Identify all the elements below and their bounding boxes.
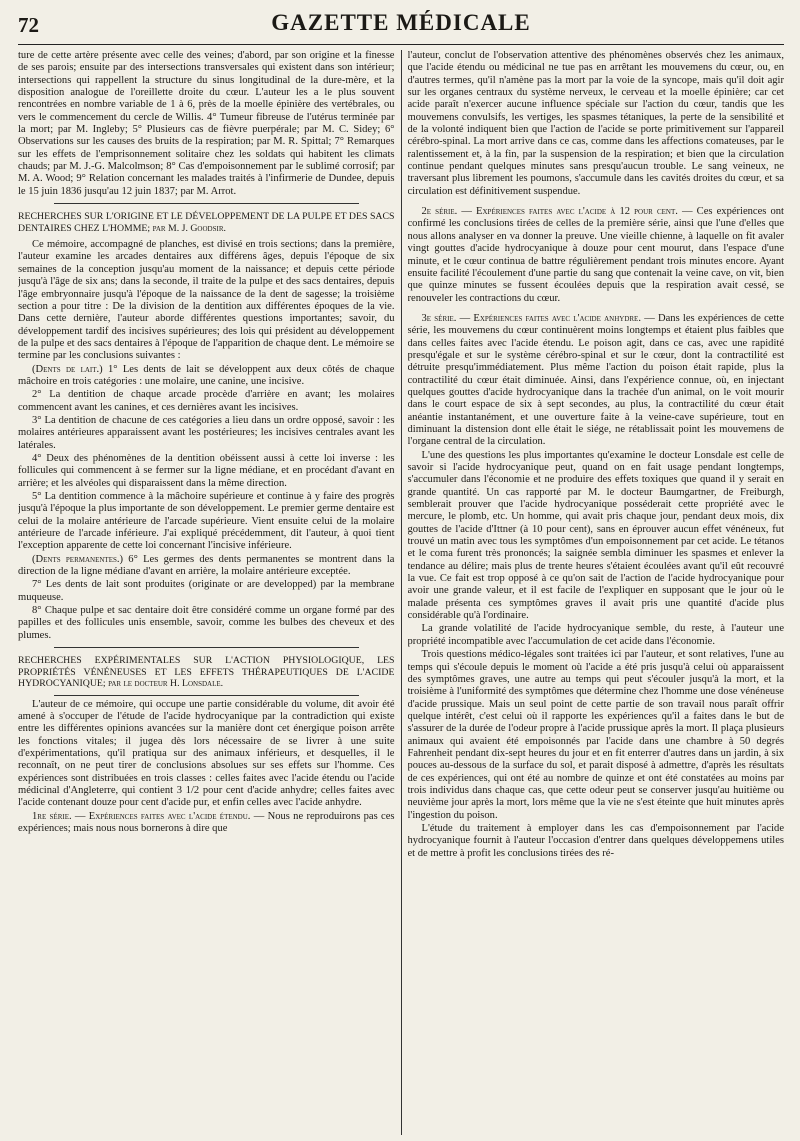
series-label: 2e série. — Expériences faites avec l'acide à 12 pour cent. — [421, 206, 678, 218]
paragraph: Ce mémoire, accompagné de planches, est divisé en trois sections; dans la première, l'auteur examine les arcades dentaires aux différens âges, depuis l'époque de six semaines de la conception jusqu'au moment de la naissance; et depuis cette période jusqu'à l'âge de six ans; dans la seconde, il traite de la pulpe et des sacs dentaires, depuis l'âge embryonnaire jusqu'à l'époque de la naissance de la dent de sagesse; la troisième section a pour titre : De la division de la dentition aux différentes époques de la vie. Dans cette dernière, l'auteur aborde différentes questions importantes; savoir, du développement tardif des incisives supérieures; des lois qui président au développement de la pulpe et des sacs dentaires à l'époque de l'apparition de chaque dent. Le mémoire se termine par les conclusions suivantes : — [18, 239, 395, 362]
paragraph — [408, 313, 785, 449]
paragraph — [18, 364, 395, 389]
paragraph: ture de cette artère présente avec celle des veines; d'abord, par son origine et la finesse de ses parois; ensuite par des intersections transversales qui existent dans son intérieur; intersections qui rappellent la structure du sinus longitudinal de la dure-mère, et la disposition analogue de l'oreillette droite du cœur. L'auteur les a le plus souvent rencontrées en nombre variable de 1 à 6, près de la moelle épinière des vertébrales, ou vers le commencement du cercle de Willis. 4° Tumeur fibreuse de l'utérus terminée par la mort; par M. Ingleby; 5° Plusieurs cas de fièvre puerpérale; par M. C. Sidey; 6° Observations sur les causes des bruits de la respiration; par M. R. Spittal; 7° Remarques sur les effets de l'emprisonnement solitaire chez les soldats qui habitent les climats chauds; par M. J.-G. Malcolmson; 8° Cas d'empoisonnement par le sublimé corrosif; par M. A. Wood; 9° Relation concernant les malades traités à l'infirmerie de Dundee, depuis le 15 juin 1836 jusqu'au 12 juin 1837; par M. Arrot. — [18, 50, 395, 197]
article-heading-goodsir — [18, 211, 395, 234]
paragraph: 4° Deux des phénomènes de la dentition obéissent aussi à cette loi inverse : les follicules qui commencent à se fermer sur la ligne médiane, et en procédant d'avant en arrière; et les alvéoles qui disparaissent dans la même direction. — [18, 452, 395, 489]
heading-title: RECHERCHES EXPÉRIMENTALES SUR L'ACTION PHYSIOLOGIQUE, LES PROPRIÉTÉS VÉNÉNEUSES ET LES EFFETS THÉRAPEUTIQUES DE L'ACIDE HYDROCYANIQUE; — [18, 655, 395, 690]
paragraph: 3° La dentition de chacune de ces catégories a lieu dans un ordre opposé, savoir : les molaires antérieures apparaissent avant les postérieures; les incisives centrales avant les latérales. — [18, 414, 395, 451]
masthead-title: GAZETTE MÉDICALE — [271, 10, 531, 35]
paragraph: 5° La dentition commence à la mâchoire supérieure et continue à y faire des progrès jusqu'à l'époque la plus importante de son développement. Le premier germe dentaire est celui de la molaire antérieure de l'arcade supérieure. Vient ensuite celui de la molaire antérieure de l'arcade inférieure. J'ai expliqué précédemment, dit l'auteur, à quoi tient l'exception apparente de cette loi concernant l'incisive inférieure. — [18, 491, 395, 552]
paragraph: 8° Chaque pulpe et sac dentaire doit être considéré comme un organe formé par des papilles et des follicules unis ensemble, savoir, comme les bulbes des cheveux et des plumes. — [18, 605, 395, 641]
paragraph — [18, 554, 395, 579]
paragraph-text: — Nous ne reproduirons pas ces expériences; mais nous nous bornerons à dire que — [18, 810, 395, 835]
two-column-body — [18, 50, 784, 1135]
paragraph: 7° Les dents de lait sont produites (originate or are developped) par la membrane muqueuse. — [18, 579, 395, 603]
paragraph-text: — Ces expériences ont confirmé les conclusions tirées de celles de la première série, ainsi que l'une d'elles que nous allons analyser en va donner la preuve. Une vieille chienne, à laquelle on fit avaler vingt gouttes d'acide hydrocyanique à douze pour cent mourut, dans l'espace d'une minute, et le cœur continua de battre régulièrement pendant trois minutes encore. Ayant ensuite facilité l'écoulement d'une partie du sang que contenait la veine cave, on vit, bien que quinze minutes se fussent écoulées depuis que la respiration avait cessé, se renouveler les contractions du cœur. — [407, 206, 784, 304]
paragraph — [408, 206, 785, 305]
series-label: 1re série. — Expériences faites avec l'acide étendu. — [32, 810, 251, 822]
paragraph-text: — Dans les expériences de cette série, les mouvemens du cœur continuèrent moins longtemps et étaient plus faibles que dans celles faites avec l'acide étendu. Le poison agit, dans ce cas, avec une rapidité presqu'égale et sur le système cérébro-spinal et sur le cœur, dont la contractilité est détruite presqu'immédiatement. Plus même l'action du poison était rapide, plus la contractilité du cœur était diminuée. Ainsi, dans l'expérience connue, où, en injectant quelques gouttes d'acide hydrocyanique dans la trachée d'un animal, on le voit mourir dans le court espace de six à sept secondes, au plus, la contractilité du cœur était anéantie instantanément, et une ouverture faite à la veine-cave supérieure, tout en diminuant la distension dont elle était le siége, ne rétablissait point les mouvemens de l'organe central de la circulation. — [407, 312, 784, 448]
left-column — [18, 50, 395, 1135]
paragraph: l'auteur, conclut de l'observation attentive des phénomènes observés chez les animaux, que l'acide étendu ou médicinal ne tue pas en arrêtant les mouvemens du cœur, ou, en d'autres termes, qu'il n'amène pas la mort par la voie de la syncope, mais qu'il doit agir sur les organes centraux du système nerveux, le cerveau et la moelle épinière; car cet acide paraît n'exercer aucune influence spéciale sur l'action du cœur, tandis que les mouvemens convulsifs, les vertiges, les spasmes tétaniques, la perte de la sensibilité et de la volonté indiquent bien que l'action de l'acide se porte primitivement sur l'appareil cérébro-spinal. La mort arrive dans ce cas, comme dans les affections comateuses, par le ralentissement et, à la fin, par la suspension de la respiration; et bien que la circulation continue pendant quelques minutes sans presqu'aucun trouble. Le sang veineux, ne traversant plus librement les poumons, s'accumule dans les cavités droites du cœur, et sa circulation est définitivement suspendue. — [407, 50, 784, 197]
heading-author: par M. J. Goodsir. — [152, 222, 226, 234]
section-divider — [54, 695, 359, 696]
series-label: 3e série. — Expériences faites avec l'acide anhydre. — [421, 312, 641, 324]
heading-author: par le docteur H. Lonsdale. — [108, 678, 224, 690]
right-column — [408, 50, 785, 1135]
page-header — [18, 0, 784, 45]
paragraph: 2° La dentition de chaque arcade procède d'arrière en avant; les molaires commencent avant les canines, et ces dernières avant les incisives. — [18, 389, 395, 413]
paragraph-text: 1° Les dents de lait se développent aux deux côtés de chaque mâchoire en trois catégories : une molaire, une canine, une incisive. — [18, 363, 395, 387]
paragraph-text: 6° Les germes des dents permanentes se montrent dans la direction de la ligne médiane d'avant en arrière, la molaire antérieure exceptée. — [18, 553, 395, 578]
column-rule — [401, 50, 402, 1135]
paragraph: Trois questions médico-légales sont traitées ici par l'auteur, et sont relatives, l'une au temps qui s'écoule depuis le moment où l'acide a été pris jusqu'à celui où apparaissent des symptômes graves, une autre au temps qui peut s'écouler jusqu'à la mort, et la troisième à l'uniformité des symptômes que détermine chez l'homme une dose vénéneuse d'acide prussique. Mais un seul point de cette partie de son travail nous paraît offrir quelque intérêt, c'est celui où il rapporte les expériences qu'il a faites dans le but de s'assurer de la durée de l'odeur propre à l'acide prussique après la mort. Il plaça plusieurs animaux qui avaient été empoisonnés par l'acide dans une chambre à 50 degrés Fahrenheit pendant dix-sept heures du jour et en fit enterrer d'autres dans un jardin, à six pouces au-dessous de la surface du sol, et parait disposé à admettre, d'après les résultats de ces expériences, qui ont été au nombre de quinze et ont été constatées au moins par trois individus dans chaque cas, que cette odeur peut se conserver jusqu'au huitième ou neuvième jour après la mort, lors même que la vie ne s'est éteinte que huit minutes après l'ingestion du poison. — [407, 649, 784, 821]
paragraph: L'auteur de ce mémoire, qui occupe une partie considérable du volume, dit avoir été amené à s'occuper de l'étude de l'acide hydrocyanique par la contradiction qui existe entre les différentes opinions avancées sur la manière dont cet énergique poison arrête les fonctions vitales; il jugea dès lors nécessaire de se livrer à une suite d'expérimentations, qu'il pratiqua sur des animaux inférieurs, et desquelles, il le reconnaît, on ne peut tirer de conclusions absolues sur ses effets sur l'homme. Ces expériences sont distribuées en trois classes : celles faites avec l'acide étendu ou l'acide médicinal d'Angleterre, qui contient 3 1/2 pour cent d'acide anhydre; celles faites avec l'acide contenant douze pour cent d'acide pur, et enfin celles avec l'acide anhydre. — [18, 698, 395, 809]
heading-title: RECHERCHES SUR L'ORIGINE ET LE DÉVELOPPEMENT DE LA PULPE ET DES SACS DENTAIRES CHEZ L'HOMME; — [18, 211, 395, 234]
paragraph: L'étude du traitement à employer dans les cas d'empoisonnement par l'acide hydrocyanique fournit à l'auteur l'occasion d'entrer dans quelques développemens utiles et de mettre à profit les conclusions tirées des ré- — [407, 822, 784, 859]
paragraph: La grande volatilité de l'acide hydrocyanique semble, du reste, à l'auteur une propriété incompatible avec l'accumulation de cet acide dans l'économie. — [407, 623, 784, 647]
page-number: 72 — [18, 13, 39, 37]
paragraph: L'une des questions les plus importantes qu'examine le docteur Lonsdale est celle de savoir si l'acide hydrocyanique peut, quand on en fait usage pendant longtemps, s'accumuler dans l'économie et ne produire des effets toxiques que quand il y serait en grande quantité. Un cas rapporté par M. le docteur Baumgartner, de Freiburgh, semblerait prouver que l'acide hydrocyanique posséderait cette propriété avec le mercure, le plomb, etc. Un homme, qui avait pris chaque jour, pendant deux mois, dix gouttes de l'acide d'Ittner (à 10 pour cent), sans en éprouver aucun effet vénéneux, fut trouvé un matin avec tous les symptômes d'un empoisonnement par cet acide. Le tétanos et le coma furent très prononcés; la saignée sembla diminuer les spasmes et enlever la tendance au délire; mais plus de trente heures s'étaient écoulées avant qu'il eût recouvré la vue. Ce fait est trop opposé à ce qu'on sait de l'action de l'acide hydrocyanique pour avoir une grande valeur, et il est facile de l'expliquer en supposant que le jour où le malade présenta ces symptômes graves il avait pris une quantité d'acide plus considérable qu'à l'ordinaire. — [407, 449, 784, 622]
paragraph — [18, 811, 395, 836]
article-heading-lonsdale — [18, 655, 395, 690]
subsection-label: (Dents permanentes.) — [32, 553, 124, 565]
section-divider — [54, 647, 359, 648]
subsection-label: (Dents de lait.) — [32, 363, 103, 375]
section-divider — [54, 203, 359, 204]
